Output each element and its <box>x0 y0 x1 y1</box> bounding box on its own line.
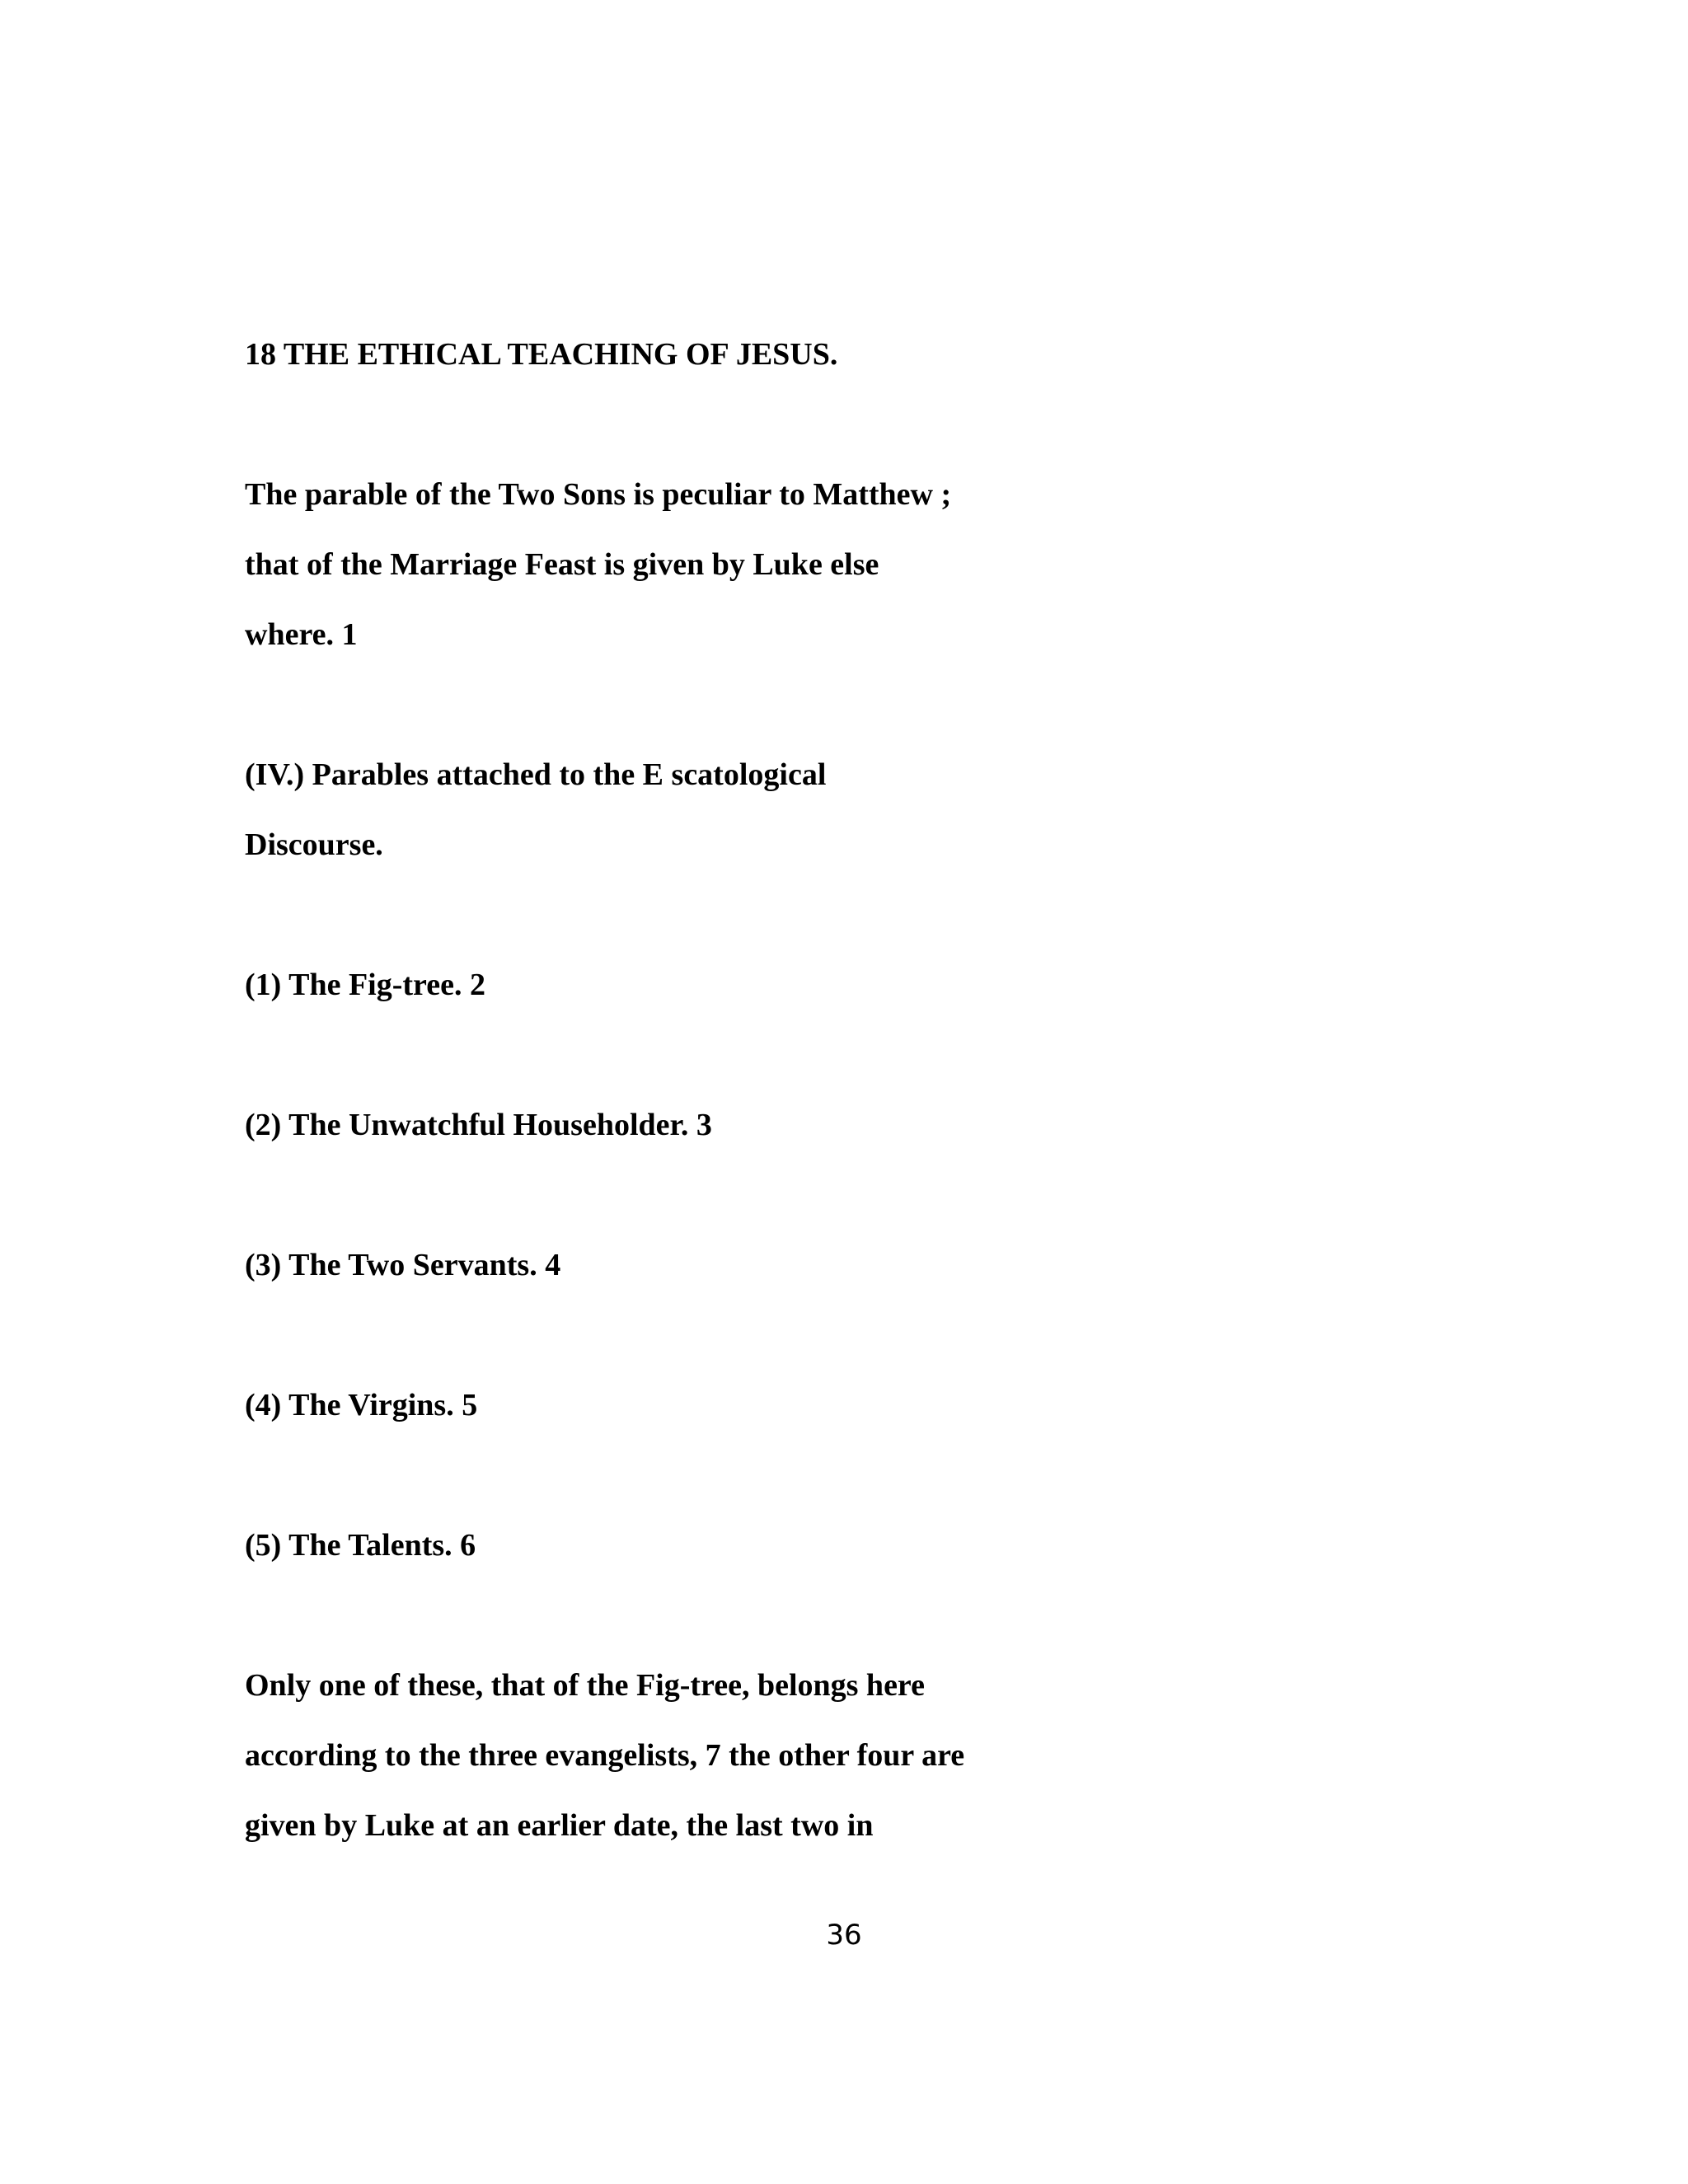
list-item-fig-tree: (1) The Fig-tree. 2 <box>245 968 485 1002</box>
paragraph-2-line-1: Only one of these, that of the Fig-tree, belongs here <box>245 1668 925 1703</box>
list-item-unwatchful-householder: (2) The Unwatchful Householder. 3 <box>245 1108 712 1142</box>
page-number: 36 <box>826 1919 862 1952</box>
paragraph-2-line-3: given by Luke at an earlier date, the last two in <box>245 1808 874 1843</box>
paragraph-1-line-1: The parable of the Two Sons is peculiar to Matthew ; <box>245 477 952 512</box>
section-heading-line-2: Discourse. <box>245 827 383 862</box>
paragraph-2-line-2: according to the three evangelists, 7 the other four are <box>245 1738 965 1773</box>
list-item-virgins: (4) The Virgins. 5 <box>245 1388 478 1422</box>
running-head: 18 THE ETHICAL TEACHING OF JESUS. <box>245 337 838 372</box>
paragraph-1-line-3: where. 1 <box>245 617 358 652</box>
list-item-two-servants: (3) The Two Servants. 4 <box>245 1248 561 1282</box>
section-heading-line-1: (IV.) Parables attached to the E scatological <box>245 757 827 792</box>
list-item-talents: (5) The Talents. 6 <box>245 1528 476 1563</box>
paragraph-1-line-2: that of the Marriage Feast is given by Luke else <box>245 547 879 582</box>
